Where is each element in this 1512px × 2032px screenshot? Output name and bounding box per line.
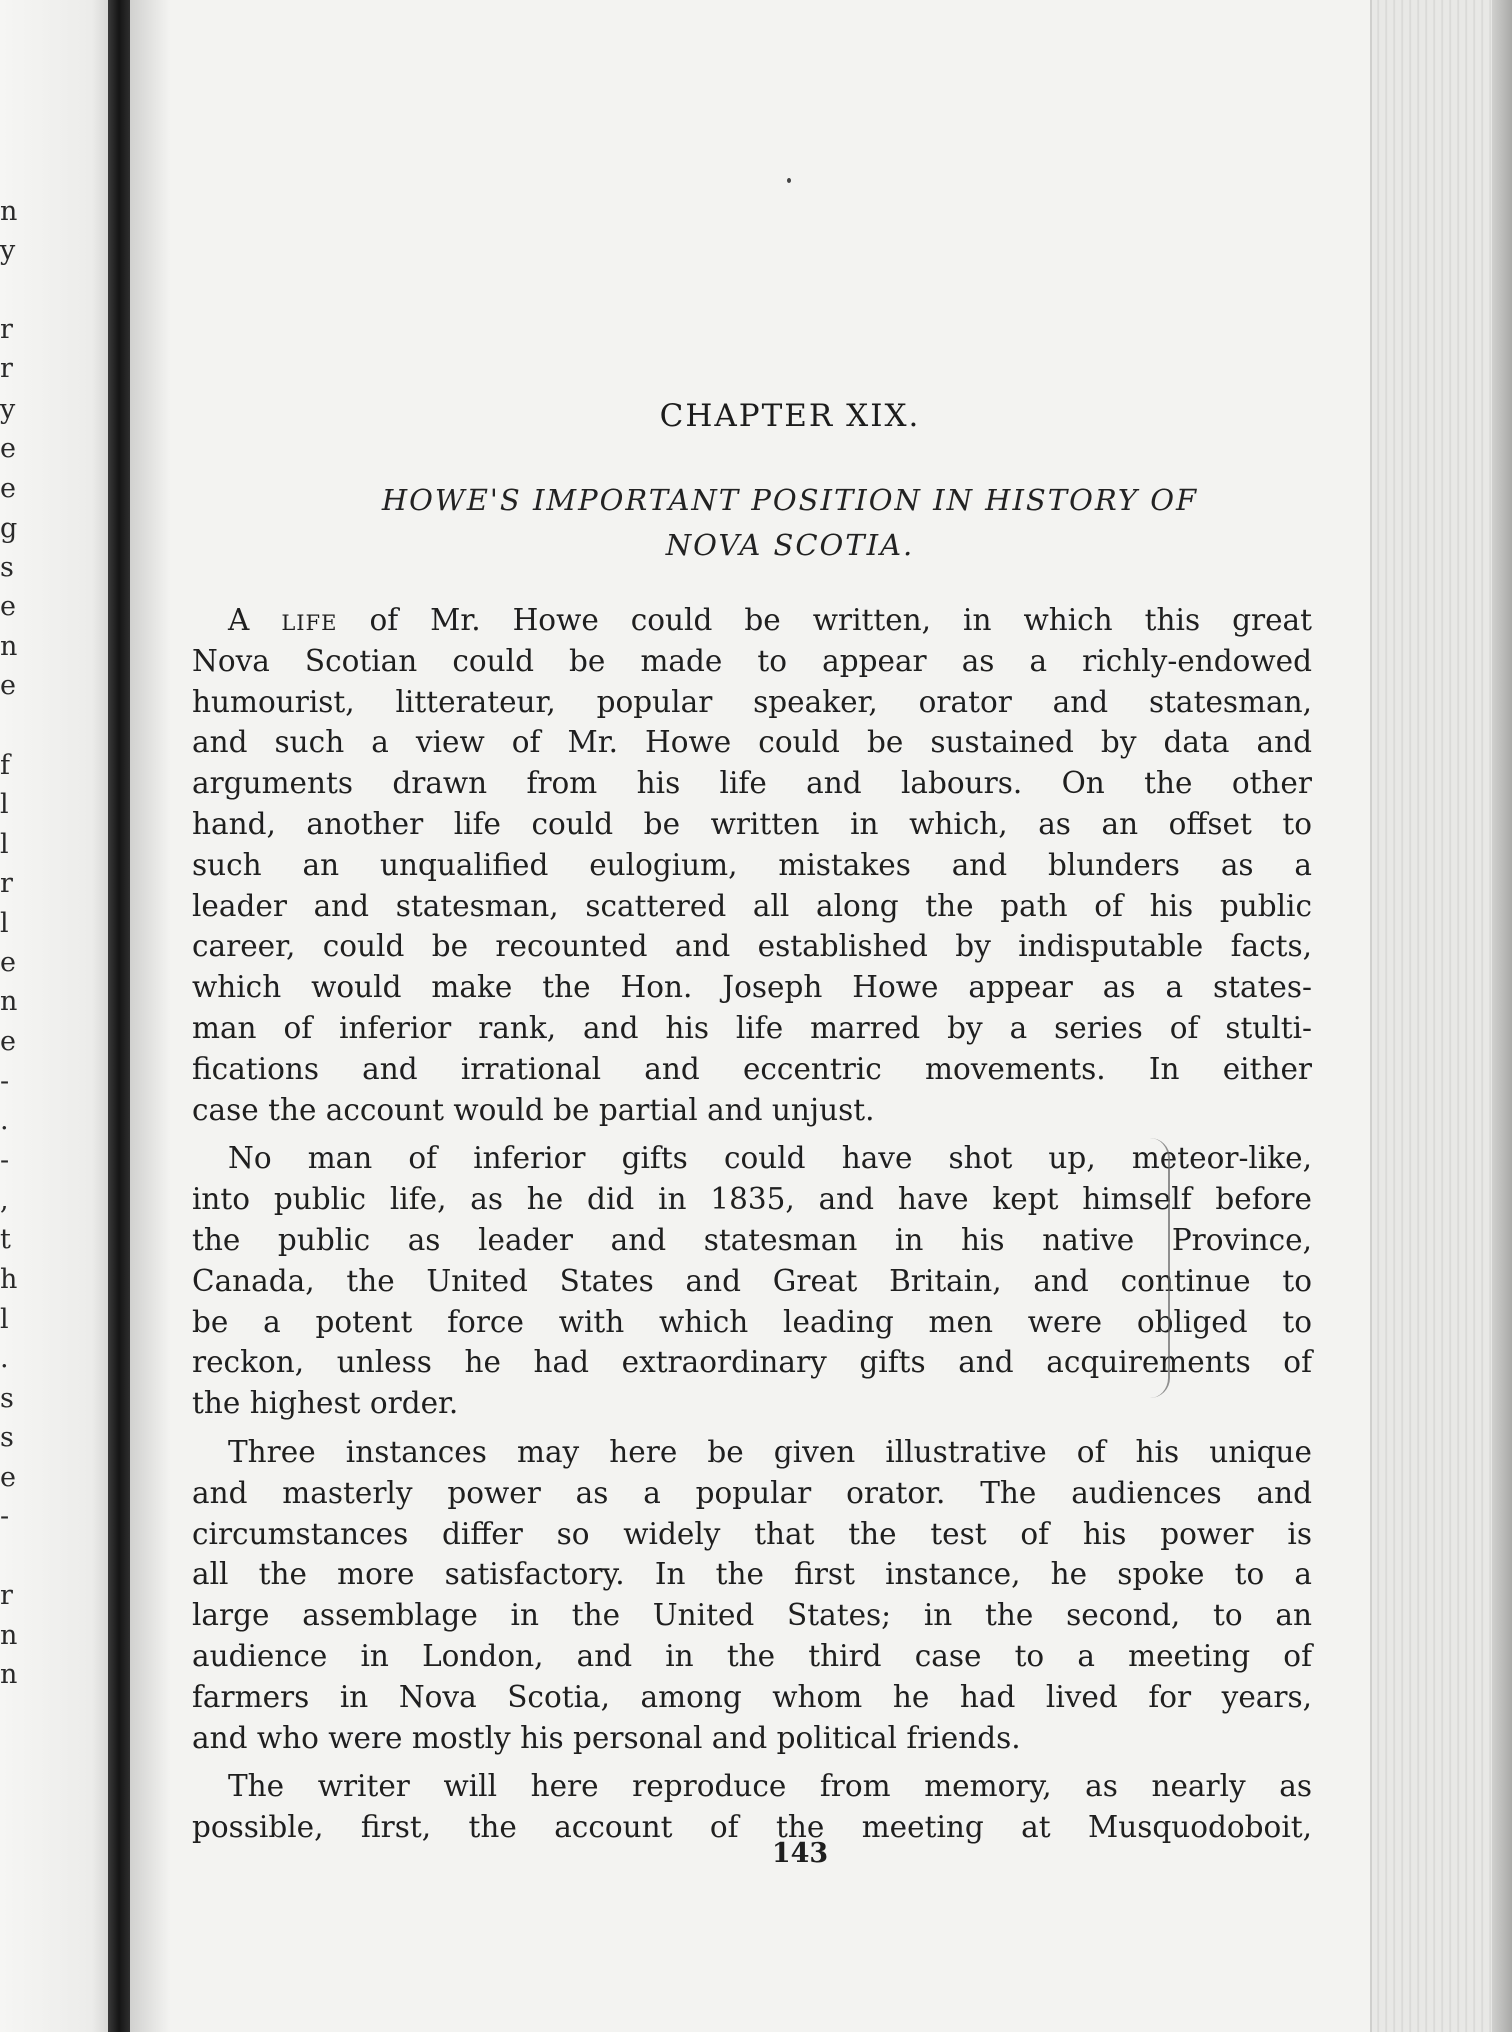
text-line: farmers in Nova Scotia, among whom he had lived for years, xyxy=(192,1679,1312,1714)
previous-page-letter: n xyxy=(0,196,18,227)
text-line: the highest order. xyxy=(192,1386,459,1421)
line-text: of Mr. Howe could be written, in which this great xyxy=(337,603,1312,637)
previous-page-letter: n xyxy=(0,986,18,1017)
text-line: possible, first, the account of the meeting at Musquodoboit, xyxy=(192,1810,1312,1845)
previous-page-letter: e xyxy=(0,670,16,701)
book-page xyxy=(170,0,1370,2032)
text-line: Canada, the United States and Great Britain, and continue to xyxy=(192,1263,1312,1298)
book-block-page-edges xyxy=(1370,0,1512,2032)
body-text xyxy=(192,600,1312,1856)
chapter-subtitle-line: NOVA SCOTIA. xyxy=(665,528,915,562)
paragraph xyxy=(192,600,1312,1130)
previous-page-letter: e xyxy=(0,591,16,622)
previous-page-letter: e xyxy=(0,473,16,504)
previous-page-letter: s xyxy=(0,552,14,583)
previous-page-letter: e xyxy=(0,433,16,464)
previous-page-letter: l xyxy=(0,1304,9,1335)
previous-page-letter: n xyxy=(0,631,18,662)
paragraph xyxy=(192,1766,1312,1848)
previous-page-letter: l xyxy=(0,789,9,820)
paragraph xyxy=(192,1432,1312,1758)
previous-page-letter: r xyxy=(0,868,13,899)
text-line: which would make the Hon. Joseph Howe appear as a states- xyxy=(192,970,1312,1005)
previous-page-text-fragments xyxy=(0,0,20,2032)
text-line: and who were mostly his personal and political friends. xyxy=(192,1720,1021,1755)
text-line: and masterly power as a popular orator. The audiences and xyxy=(192,1475,1312,1510)
previous-page-letter: r xyxy=(0,1580,13,1611)
text-line: Three instances may here be given illustrative of his unique xyxy=(228,1434,1312,1469)
text-line: leader and statesman, scattered all along the path of his public xyxy=(192,888,1312,923)
previous-page-letter: . xyxy=(0,1105,9,1136)
text-line: hand, another life could be written in which, as an offset to xyxy=(192,806,1312,841)
text-line: arguments drawn from his life and labours. On the other xyxy=(192,766,1312,801)
previous-page-letter: n xyxy=(0,1659,18,1690)
previous-page-letter: f xyxy=(0,750,10,781)
text-line: and such a view of Mr. Howe could be sustained by data and xyxy=(192,725,1312,760)
previous-page-letter: e xyxy=(0,1026,16,1057)
text-line: into public life, as he did in 1835, and have kept himself before xyxy=(192,1182,1312,1217)
text-line: career, could be recounted and established by indisputable facts, xyxy=(192,929,1312,964)
previous-page-letter: y xyxy=(0,394,16,425)
text-line: fications and irrational and eccentric movements. In either xyxy=(192,1051,1312,1086)
text-line: all the more satisfactory. In the first instance, he spoke to a xyxy=(192,1557,1312,1592)
page-number: 143 xyxy=(771,1838,829,1869)
previous-page-letter: t xyxy=(0,1224,11,1255)
previous-page-letter: l xyxy=(0,829,9,860)
previous-page-letter: r xyxy=(0,353,13,384)
previous-page-letter: s xyxy=(0,1383,14,1414)
previous-page-letter: l xyxy=(0,908,9,939)
text-line: be a potent force with which leading men were obliged to xyxy=(192,1304,1312,1339)
previous-page-letter: g xyxy=(0,513,18,544)
previous-page-letter: - xyxy=(0,1145,10,1176)
chapter-subtitle xyxy=(230,478,1350,568)
previous-page-letter: n xyxy=(0,1620,18,1651)
previous-page-letter: r xyxy=(0,314,13,345)
text-line: the public as leader and statesman in his native Province, xyxy=(192,1222,1312,1257)
text-line: No man of inferior gifts could have shot up, meteor-like, xyxy=(228,1141,1312,1176)
text-line: Nova Scotian could be made to appear as a richly-endowed xyxy=(192,643,1312,678)
text-line: reckon, unless he had extraordinary gifts and acquirements of xyxy=(192,1345,1312,1380)
chapter-heading: CHAPTER XIX. xyxy=(659,398,921,434)
lead-word: A xyxy=(228,603,282,637)
chapter-subtitle-line: HOWE'S IMPORTANT POSITION IN HISTORY OF xyxy=(381,483,1199,517)
lead-smallcaps: life xyxy=(281,603,338,637)
text-line xyxy=(192,600,1312,641)
previous-page-letter: , xyxy=(0,1185,9,1216)
text-line: such an unqualified eulogium, mistakes and blunders as a xyxy=(192,847,1312,882)
text-line: circumstances differ so widely that the test of his power is xyxy=(192,1516,1312,1551)
book-gutter xyxy=(108,0,130,2032)
previous-page-letter: - xyxy=(0,1066,10,1097)
text-line: case the account would be partial and unjust. xyxy=(192,1092,875,1127)
previous-page-letter: s xyxy=(0,1422,14,1453)
text-line: humourist, litterateur, popular speaker, orator and statesman, xyxy=(192,684,1312,719)
gutter-shadow xyxy=(130,0,170,2032)
paragraph xyxy=(192,1138,1312,1424)
previous-page-letter: y xyxy=(0,235,16,266)
text-line: audience in London, and in the third case to a meeting of xyxy=(192,1638,1312,1673)
text-line: The writer will here reproduce from memory, as nearly as xyxy=(228,1769,1312,1804)
previous-page-letter: e xyxy=(0,947,16,978)
previous-page-letter: - xyxy=(0,1501,10,1532)
pencil-margin-mark xyxy=(1150,1138,1170,1398)
dust-speck xyxy=(787,178,791,183)
text-line: large assemblage in the United States; in the second, to an xyxy=(192,1598,1312,1633)
text-line: man of inferior rank, and his life marred by a series of stulti- xyxy=(192,1010,1312,1045)
previous-page-edge xyxy=(0,0,108,2032)
previous-page-letter: e xyxy=(0,1462,16,1493)
previous-page-letter: h xyxy=(0,1264,18,1295)
previous-page-letter: . xyxy=(0,1343,9,1374)
